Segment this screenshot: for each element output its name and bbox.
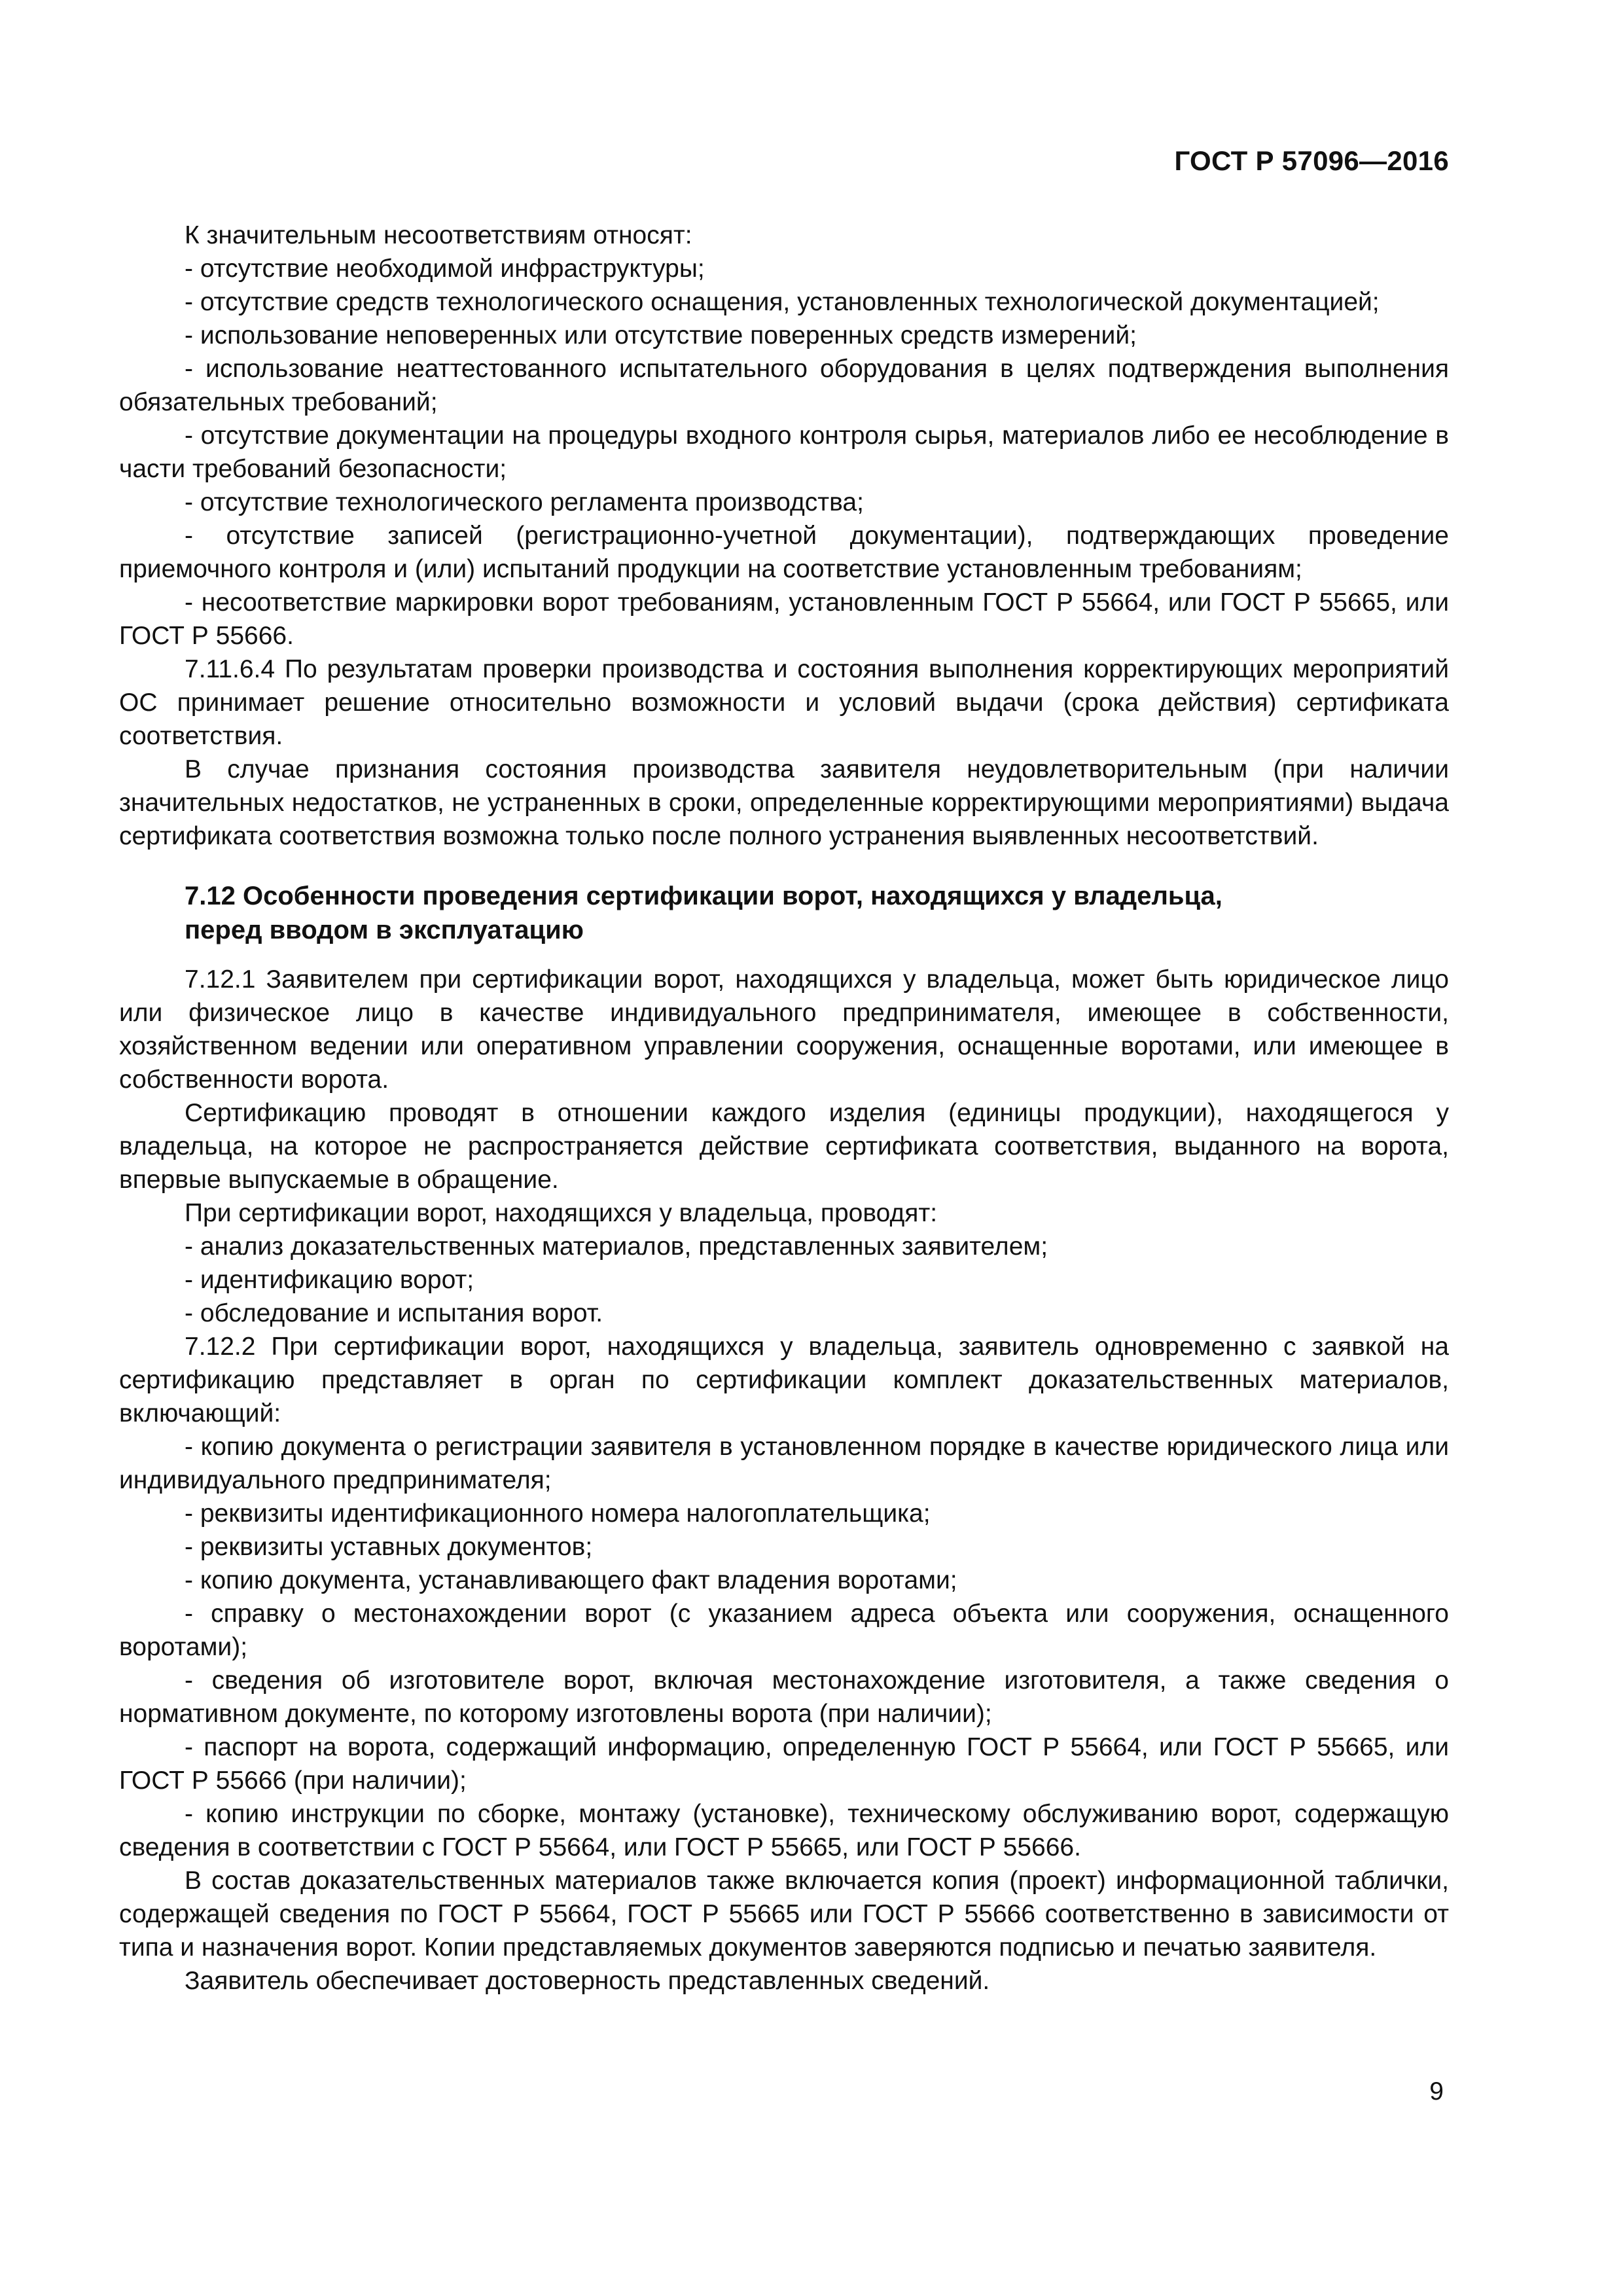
paragraph: 7.12.1 Заявителем при сертификации ворот, находящихся у владельца, может быть юридическое лицо или физическое лицо в качестве индивидуального предпринимателя, имеющее в собственности, хозяйственном ведении или оперативном управлении сооружения, оснащенные воротами, или имеющее в собственности ворота.	[119, 965, 1449, 1094]
list-item: - отсутствие технологического регламента производства;	[185, 488, 864, 516]
list-item: - сведения об изготовителе ворот, включая местонахождение изготовителя, а также сведения о нормативном документе, по которому изготовлены ворота (при наличии);	[119, 1666, 1449, 1728]
section-heading-line1: 7.12 Особенности проведения сертификации ворот, находящихся у владельца,	[185, 882, 1222, 910]
list-item: - обследование и испытания ворот.	[185, 1299, 603, 1327]
paragraph: Сертификацию проводят в отношении каждого изделия (единицы продукции), находящегося у владельца, на которое не распространяется действие сертификата соответствия, выданного на ворота, впервые выпускаемые в обращение.	[119, 1099, 1449, 1194]
list-item: - использование неповеренных или отсутствие поверенных средств измерений;	[185, 321, 1137, 350]
list-item: - справку о местонахождении ворот (с указанием адреса объекта или сооружения, оснащенного воротами);	[119, 1600, 1449, 1661]
document-body	[119, 219, 1449, 1998]
document-id-header: ГОСТ Р 57096—2016	[1174, 145, 1449, 176]
paragraph: Заявитель обеспечивает достоверность представленных сведений.	[185, 1967, 990, 1995]
list-item: - отсутствие записей (регистрационно-учетной документации), подтверждающих проведение приемочного контроля и (или) испытаний продукции на соответствие установленным требованиям;	[119, 522, 1449, 583]
paragraph: К значительным несоответствиям относят:	[185, 221, 692, 249]
list-item: - идентификацию ворот;	[185, 1266, 474, 1294]
list-item: - паспорт на ворота, содержащий информацию, определенную ГОСТ Р 55664, или ГОСТ Р 55665, или ГОСТ Р 55666 (при наличии);	[119, 1733, 1449, 1795]
paragraph: В состав доказательственных материалов также включается копия (проект) информационной таблички, содержащей сведения по ГОСТ Р 55664, ГОСТ Р 55665 или ГОСТ Р 55666 соответственно в зависимости от типа и назначения ворот. Копии представляемых документов заверяются подписью и печатью заявителя.	[119, 1867, 1449, 1962]
list-item: - использование неаттестованного испытательного оборудования в целях подтверждения выполнения обязательных требований;	[119, 355, 1449, 416]
list-item: - реквизиты идентификационного номера налогоплательщика;	[185, 1499, 931, 1528]
list-item: - копию документа, устанавливающего факт владения воротами;	[185, 1566, 957, 1594]
section-heading-line2: перед вводом в эксплуатацию	[185, 916, 584, 944]
list-item: - отсутствие необходимой инфраструктуры;	[185, 255, 705, 283]
page-number: 9	[1429, 2077, 1444, 2106]
paragraph: В случае признания состояния производства заявителя неудовлетворительным (при наличии значительных недостатков, не устраненных в сроки, определенные корректирующими мероприятиями) выдача сертификата соответствия возможна только после полного устранения выявленных несоответствий.	[119, 755, 1449, 850]
list-item: - несоответствие маркировки ворот требованиям, установленным ГОСТ Р 55664, или ГОСТ Р 55665, или ГОСТ Р 55666.	[119, 588, 1449, 650]
paragraph: 7.12.2 При сертификации ворот, находящихся у владельца, заявитель одновременно с заявкой на сертификацию представляет в орган по сертификации комплект доказательственных материалов, включающий:	[119, 1333, 1449, 1427]
paragraph: При сертификации ворот, находящихся у владельца, проводят:	[185, 1199, 938, 1227]
list-item: - реквизиты уставных документов;	[185, 1533, 593, 1561]
document-page	[119, 0, 1449, 2296]
list-item: - анализ доказательственных материалов, представленных заявителем;	[185, 1232, 1048, 1261]
list-item: - отсутствие средств технологического оснащения, установленных технологической документацией;	[185, 288, 1380, 316]
section-heading	[185, 879, 1449, 947]
paragraph: 7.11.6.4 По результатам проверки производства и состояния выполнения корректирующих мероприятий ОС принимает решение относительно возможности и условий выдачи (срока действия) сертификата соответствия.	[119, 655, 1449, 750]
list-item: - копию документа о регистрации заявителя в установленном порядке в качестве юридического лица или индивидуального предпринимателя;	[119, 1433, 1449, 1494]
list-item: - копию инструкции по сборке, монтажу (установке), техническому обслуживанию ворот, содержащую сведения в соответствии с ГОСТ Р 55664, или ГОСТ Р 55665, или ГОСТ Р 55666.	[119, 1800, 1449, 1861]
list-item: - отсутствие документации на процедуры входного контроля сырья, материалов либо ее несоблюдение в части требований безопасности;	[119, 422, 1449, 483]
